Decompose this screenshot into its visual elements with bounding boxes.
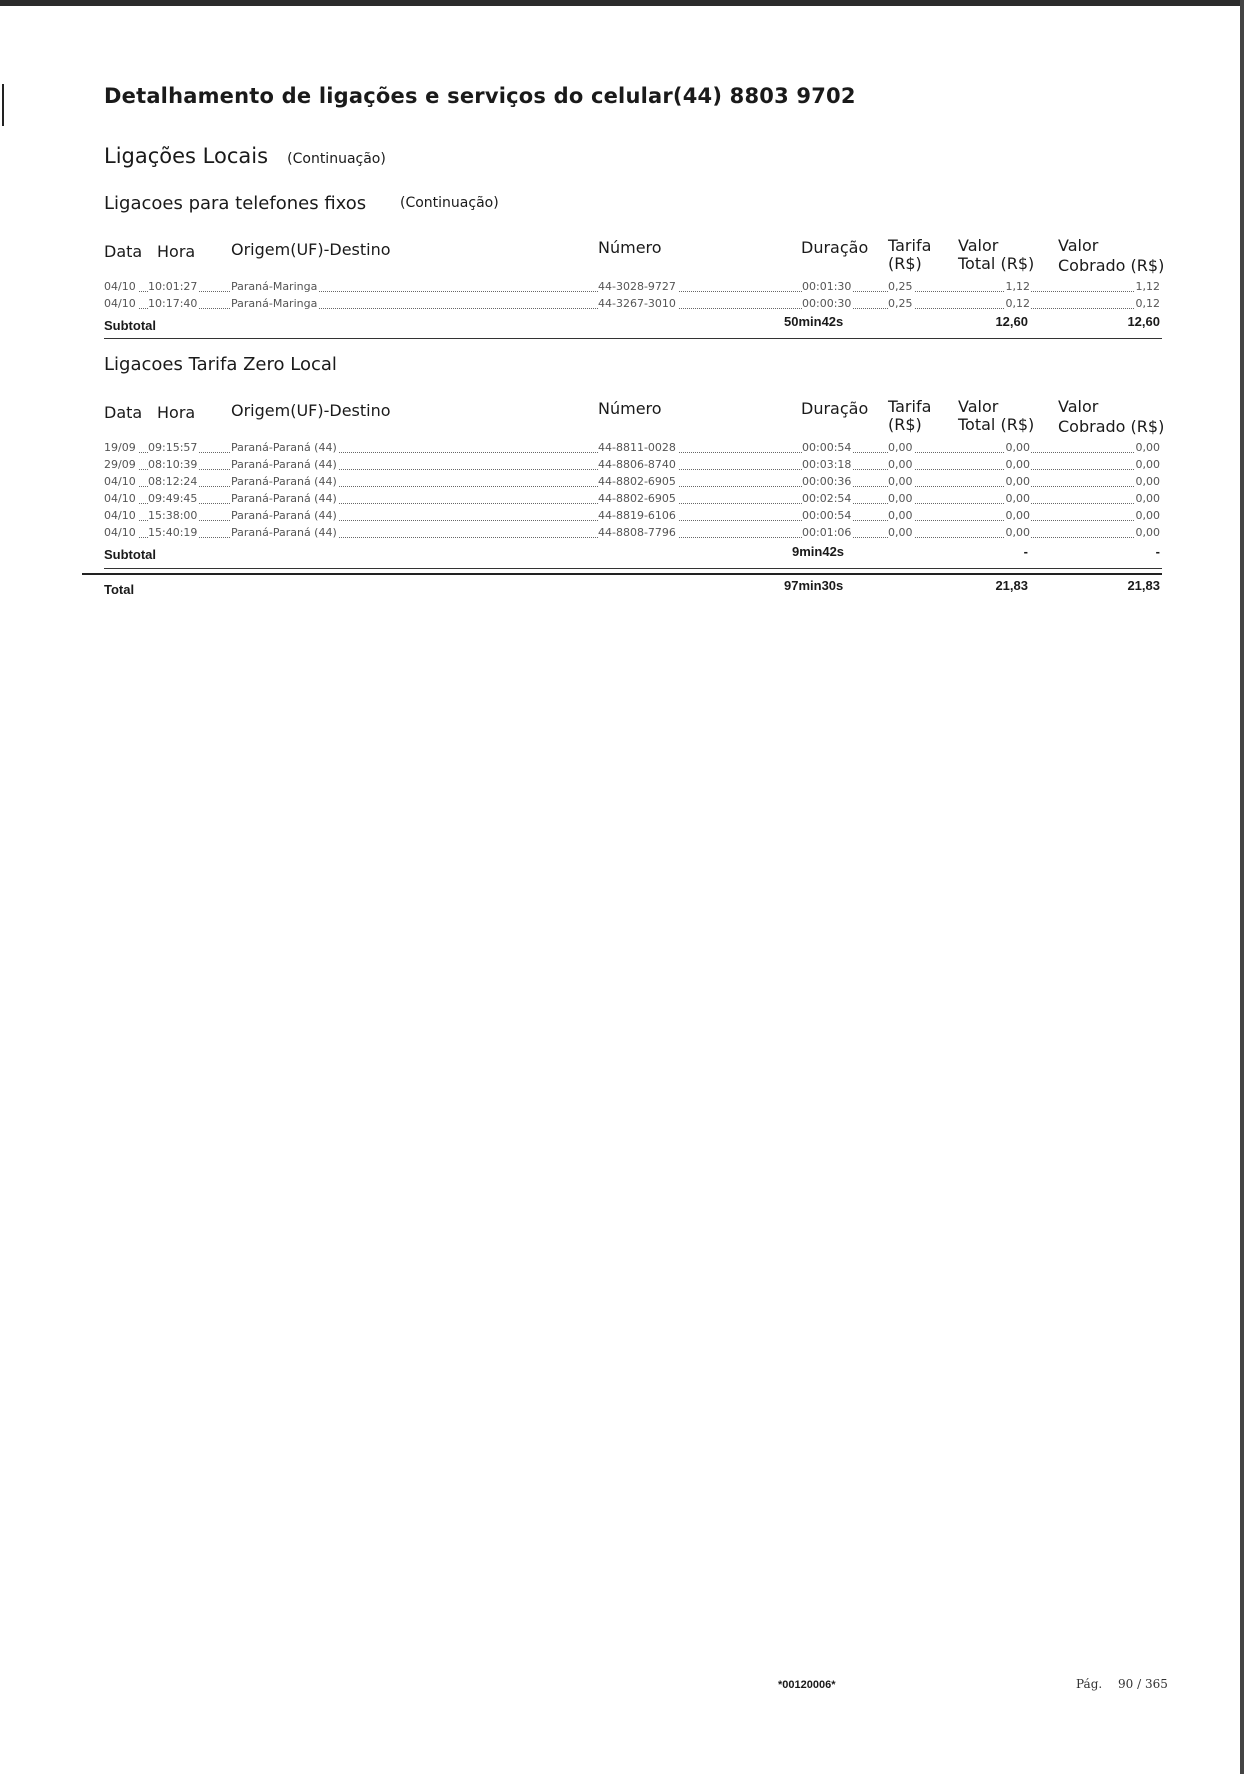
cell-origem: Paraná-Paraná (44): [231, 509, 337, 522]
cell-origem: Paraná-Paraná (44): [231, 526, 337, 539]
subtotal-valor-cobrado-fixos: 12,60: [1127, 314, 1160, 329]
cell-valor-total: 0,00: [1005, 458, 1030, 471]
cell-valor-total: 0,00: [1005, 475, 1030, 488]
cell-valor-total: 0,00: [1005, 509, 1030, 522]
col-valor-total-unit: Total (R$): [958, 254, 1035, 273]
subtotal-label-fixos: Subtotal: [104, 318, 156, 333]
binding-mark: [2, 84, 10, 126]
cell-hora: 10:01:27: [148, 280, 198, 293]
cell-valor-total: 0,12: [1005, 297, 1030, 310]
subtotal-duracao-fixos: 50min42s: [784, 314, 844, 329]
cell-data: 04/10: [104, 492, 136, 505]
table-row: [0, 458, 1244, 470]
scan-edge-top: [0, 0, 1244, 6]
cell-valor-total: 0,00: [1005, 441, 1030, 454]
subtotal-valor-total-tarifa-zero: -: [1023, 544, 1028, 559]
cell-hora: 09:49:45: [148, 492, 198, 505]
subtotal-label-tarifa-zero: Subtotal: [104, 547, 156, 562]
cell-tarifa: 0,00: [888, 509, 913, 522]
cell-origem: Paraná-Maringa: [231, 280, 318, 293]
col-tarifa: Tarifa: [888, 397, 932, 416]
col-valor-cobrado-unit: Cobrado (R$): [1058, 417, 1165, 436]
cell-valor-cobrado: 1,12: [1135, 280, 1160, 293]
cell-data: 04/10: [104, 280, 136, 293]
cell-tarifa: 0,25: [888, 297, 913, 310]
cell-valor-total: 0,00: [1005, 492, 1030, 505]
section-title: Ligações Locais: [104, 144, 269, 168]
cell-valor-cobrado: 0,00: [1135, 526, 1160, 539]
col-valor-cobrado: Valor: [1058, 236, 1099, 255]
total-label: Total: [104, 582, 135, 597]
cell-data: 04/10: [104, 509, 136, 522]
cell-valor-cobrado: 0,00: [1135, 475, 1160, 488]
subtotal-duracao-tarifa-zero: 9min42s: [792, 544, 845, 559]
page-value: 90 / 365: [1118, 1677, 1168, 1691]
cell-tarifa: 0,00: [888, 492, 913, 505]
cell-duracao: 00:00:54: [802, 441, 852, 454]
col-valor-total: Valor: [958, 397, 999, 416]
col-tarifa-unit: (R$): [888, 254, 922, 273]
cell-numero: 44-8802-6905: [598, 492, 676, 505]
col-data: Data: [104, 403, 143, 422]
col-tarifa-unit: (R$): [888, 415, 922, 434]
cell-data: 04/10: [104, 526, 136, 539]
cell-hora: 08:12:24: [148, 475, 198, 488]
cell-duracao: 00:00:30: [802, 297, 852, 310]
cell-hora: 08:10:39: [148, 458, 198, 471]
page-number: [1076, 1677, 1168, 1691]
col-tarifa: Tarifa: [888, 236, 932, 255]
barcode-text: *00120006*: [778, 1679, 836, 1691]
cell-numero: 44-8808-7796: [598, 526, 676, 539]
cell-duracao: 00:03:18: [802, 458, 852, 471]
total-valor-total: 21,83: [995, 578, 1028, 593]
total-valor-cobrado: 21,83: [1127, 578, 1160, 593]
cell-numero: 44-8806-8740: [598, 458, 676, 471]
total-duracao: 97min30s: [784, 578, 844, 593]
subsection-title-fixos: Ligacoes para telefones fixos: [104, 193, 367, 214]
total-divider: [82, 573, 1162, 575]
cell-origem: Paraná-Paraná (44): [231, 441, 337, 454]
cell-data: 19/09: [104, 441, 136, 454]
cell-hora: 15:38:00: [148, 509, 198, 522]
table-row: [0, 280, 1244, 292]
col-hora: Hora: [157, 242, 196, 261]
cell-origem: Paraná-Paraná (44): [231, 458, 337, 471]
cell-numero: 44-3267-3010: [598, 297, 676, 310]
cell-duracao: 00:02:54: [802, 492, 852, 505]
table-row: [0, 297, 1244, 309]
cell-valor-cobrado: 0,00: [1135, 458, 1160, 471]
cell-duracao: 00:01:30: [802, 280, 852, 293]
subtotal-divider-tarifa-zero: [104, 568, 1162, 569]
col-origem: Origem(UF)-Destino: [231, 401, 391, 420]
scan-edge-right: [1240, 0, 1244, 1774]
page-title: Detalhamento de ligações e serviços do celular(44) 8803 9702: [104, 84, 856, 108]
col-duracao: Duração: [801, 399, 869, 418]
table-row: [0, 526, 1244, 538]
subsection-title-tarifa-zero: Ligacoes Tarifa Zero Local: [104, 354, 337, 375]
cell-tarifa: 0,00: [888, 458, 913, 471]
table-row: [0, 475, 1244, 487]
cell-tarifa: 0,00: [888, 441, 913, 454]
cell-valor-total: 1,12: [1005, 280, 1030, 293]
cell-data: 04/10: [104, 297, 136, 310]
continuation-note: (Continuação): [287, 151, 386, 167]
cell-data: 29/09: [104, 458, 136, 471]
cell-valor-cobrado: 0,12: [1135, 297, 1160, 310]
cell-origem: Paraná-Maringa: [231, 297, 318, 310]
col-hora: Hora: [157, 403, 196, 422]
cell-numero: 44-8802-6905: [598, 475, 676, 488]
cell-origem: Paraná-Paraná (44): [231, 475, 337, 488]
section-header-locais: [104, 144, 386, 168]
col-valor-cobrado: Valor: [1058, 397, 1099, 416]
cell-tarifa: 0,25: [888, 280, 913, 293]
cell-duracao: 00:00:54: [802, 509, 852, 522]
cell-valor-cobrado: 0,00: [1135, 492, 1160, 505]
cell-hora: 10:17:40: [148, 297, 198, 310]
col-valor-cobrado-unit: Cobrado (R$): [1058, 256, 1165, 275]
cell-hora: 09:15:57: [148, 441, 198, 454]
page-label: Pág.: [1076, 1677, 1103, 1691]
cell-valor-cobrado: 0,00: [1135, 509, 1160, 522]
table-row: [0, 441, 1244, 453]
cell-numero: 44-3028-9727: [598, 280, 676, 293]
cell-tarifa: 0,00: [888, 526, 913, 539]
cell-numero: 44-8811-0028: [598, 441, 676, 454]
col-numero: Número: [598, 399, 662, 418]
continuation-note-fixos: (Continuação): [400, 195, 499, 211]
cell-duracao: 00:01:06: [802, 526, 852, 539]
cell-hora: 15:40:19: [148, 526, 198, 539]
subtotal-divider-fixos: [104, 338, 1162, 339]
cell-data: 04/10: [104, 475, 136, 488]
subtotal-valor-total-fixos: 12,60: [995, 314, 1028, 329]
cell-duracao: 00:00:36: [802, 475, 852, 488]
cell-origem: Paraná-Paraná (44): [231, 492, 337, 505]
cell-valor-total: 0,00: [1005, 526, 1030, 539]
subtotal-valor-cobrado-tarifa-zero: -: [1155, 544, 1160, 559]
col-valor-total: Valor: [958, 236, 999, 255]
table-row: [0, 492, 1244, 504]
cell-numero: 44-8819-6106: [598, 509, 676, 522]
col-duracao: Duração: [801, 238, 869, 257]
col-numero: Número: [598, 238, 662, 257]
cell-valor-cobrado: 0,00: [1135, 441, 1160, 454]
cell-tarifa: 0,00: [888, 475, 913, 488]
col-origem: Origem(UF)-Destino: [231, 240, 391, 259]
col-valor-total-unit: Total (R$): [958, 415, 1035, 434]
table-row: [0, 509, 1244, 521]
col-data: Data: [104, 242, 143, 261]
